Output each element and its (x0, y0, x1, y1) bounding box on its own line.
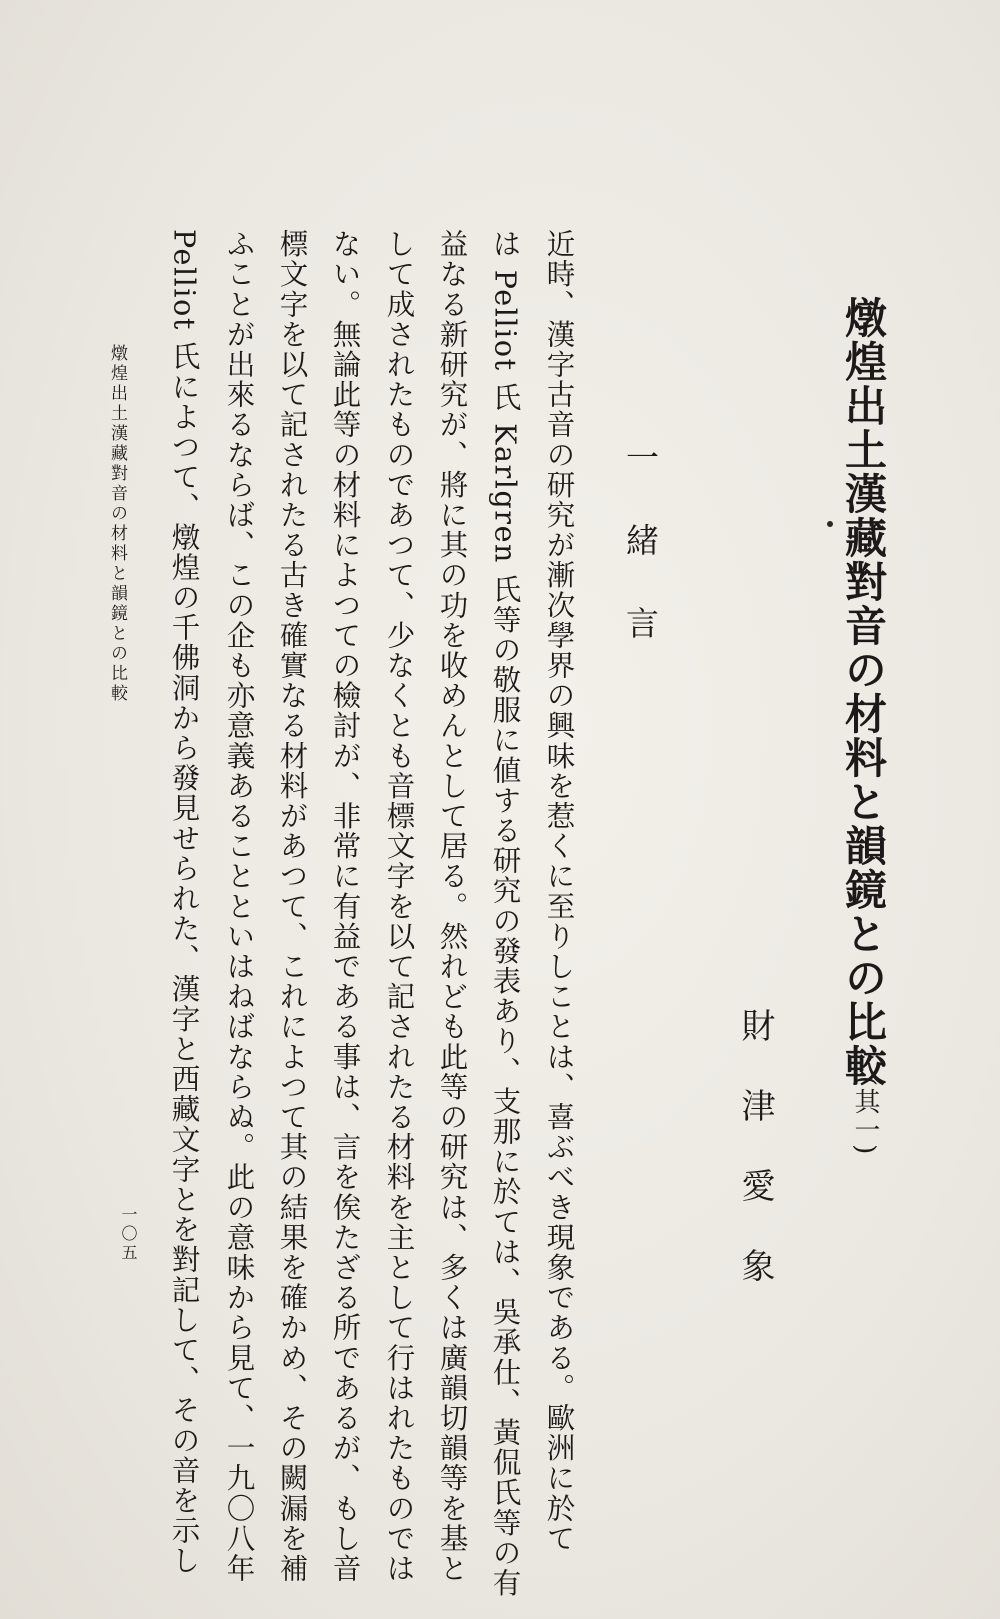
article-part-label: (其一) (850, 1076, 880, 1157)
body-column: 標文字を以て記されたる古き確實なる材料があつて、これによつて其の結果を確かめ、その闕漏を補 (275, 229, 309, 1584)
body-column: して成されたものであつて、少なくとも音標文字を以て記されたる材料を主として行はれたものでは (382, 229, 416, 1584)
body-column: ない。無論此等の材料によつての檢討が、非常に有益である事は、言を俟たざる所であるが、もし音 (328, 229, 362, 1584)
running-header: 燉煌出土漢藏對音の材料と韻鏡との比較 (107, 344, 127, 704)
ink-dot (827, 521, 833, 527)
section-heading: 一緒言 (621, 440, 660, 689)
body-column: Pelliot 氏によつて、燉煌の千佛洞から發見せられた、漢字と西藏文字とを對記して、その音を示し (167, 229, 201, 1576)
author-name: 財津愛象 (735, 1008, 775, 1328)
body-column: ふことが出來るならば、この企も亦意義あることといはねばならぬ。此の意味から見て、一九〇八年 (222, 229, 256, 1584)
body-column: は Pelliot 氏 Karlgren 氏等の敬服に値する研究の發表あり、支那に於ては、吳承仕、黃侃氏等の有 (488, 229, 522, 1599)
page-number: 一〇五 (119, 1206, 138, 1263)
body-column: 近時、漢字古音の研究が漸次學界の興味を惹くに至りしことは、喜ぶべき現象である。歐洲に於て (542, 229, 576, 1554)
body-column: 益なる新研究が、將に其の功を收めんとして居る。然れども此等の研究は、多くは廣韻切韻等を基と (435, 229, 469, 1584)
article-title: 燉煌出土漢藏對音の材料と韻鏡との比較 (839, 296, 888, 1088)
